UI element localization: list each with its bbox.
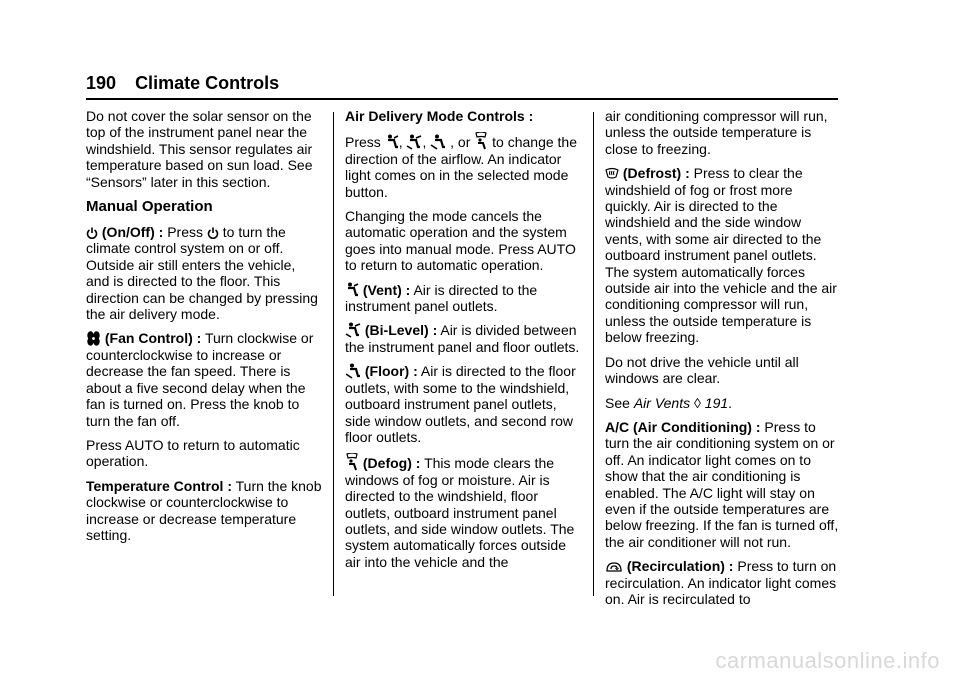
page-ref-number[interactable]: 191	[704, 394, 729, 411]
fan-icon	[86, 331, 101, 346]
defrost-label: (Defrost) :	[622, 165, 690, 182]
defrost-paragraph	[605, 165, 841, 345]
vent-mode-icon	[385, 134, 399, 150]
floor-mode-icon	[430, 134, 446, 150]
manual-operation-heading: Manual Operation	[86, 198, 213, 216]
header-rule	[86, 98, 838, 100]
fan-label: (Fan Control) :	[104, 330, 202, 347]
defrost-icon	[605, 167, 619, 181]
column-divider-1	[333, 112, 334, 596]
vent-text: Air is directed to the instrument panel outlets.	[345, 281, 538, 315]
recirculation-icon	[605, 560, 623, 574]
defog-mode-icon	[345, 453, 359, 471]
ac-label: A/C (Air Conditioning) :	[605, 418, 761, 435]
press-text: Press	[345, 134, 381, 151]
changing-mode-paragraph: Changing the mode cancels the automatic operation and the system goes into manual mode. Press AUTO to return to automatic operation.	[345, 208, 576, 274]
watermark: carmanualsonline.info	[715, 648, 940, 673]
floor-text: Air is directed to the floor outlets, with some to the windshield, outboard instrument panel outlets, side window outlets, and second row floor outlets.	[345, 363, 576, 445]
vent-mode-icon	[345, 282, 359, 298]
page-number: 190	[86, 73, 117, 93]
recirculation-paragraph	[605, 558, 841, 607]
air-vents-link[interactable]: Air Vents	[633, 394, 691, 411]
comma: ,	[422, 134, 427, 151]
column-divider-2	[593, 112, 594, 596]
defog-label: (Defog) :	[362, 455, 421, 472]
fan-control-paragraph	[86, 330, 322, 428]
air-delivery-text: to change the direction of the airflow. An indicator light comes on in the selected mode button.	[345, 134, 578, 200]
see-text: See	[605, 394, 630, 411]
see-reference-paragraph: See Air Vents ◊ 191.	[605, 394, 733, 411]
recirculation-label: (Recirculation) :	[626, 558, 734, 575]
ac-text: Press to turn the air conditioning system on or off. An indicator light comes on to show that the air conditioning is enabled. The A/C light will stay on even if the outside temperatures are below freezing. If the fan is turned off, the air conditioner will not run.	[605, 418, 839, 550]
bilevel-mode-icon	[406, 134, 422, 150]
air-delivery-paragraph	[345, 132, 581, 200]
power-icon	[207, 226, 219, 240]
floor-paragraph	[345, 363, 581, 445]
defog-paragraph	[345, 453, 581, 570]
section-title: Climate Controls	[135, 73, 280, 93]
floor-mode-icon	[345, 363, 361, 379]
bilevel-text: Air is divided between the instrument panel and floor outlets.	[345, 322, 580, 355]
comma: ,	[398, 134, 403, 151]
defog-text: This mode clears the windows of fog or moisture. Air is directed to the windshield, floor outlets, outboard instrument panel outlets, and side window outlets. The system automatically forces outside air into the vehicle and the	[345, 455, 575, 570]
ac-paragraph	[605, 419, 841, 550]
page-header	[86, 72, 838, 94]
temperature-paragraph	[86, 478, 322, 544]
air-delivery-heading: Air Delivery Mode Controls :	[345, 108, 534, 124]
vent-label: (Vent) :	[362, 281, 411, 298]
bilevel-label: (Bi-Level) :	[364, 322, 438, 339]
power-icon	[86, 226, 98, 240]
onoff-label: (On/Off) :	[101, 224, 164, 241]
defog-mode-icon	[474, 132, 488, 150]
page-ref-arrow: ◊	[693, 394, 701, 411]
onoff-press: Press	[167, 224, 203, 241]
recirculation-text: Press to turn on recirculation. An indicator light comes on. Air is recirculated to	[605, 558, 837, 607]
solar-sensor-paragraph: Do not cover the solar sensor on the top of the instrument panel near the windshield. This sensor regulates air temperature based on sun load. See “Sensors” later in this section.	[86, 108, 313, 190]
floor-label: (Floor) :	[364, 363, 418, 380]
auto-paragraph: Press AUTO to return to automatic operation.	[86, 436, 300, 470]
or-text: , or	[450, 134, 471, 151]
column-2	[345, 108, 581, 578]
column-3	[605, 108, 841, 615]
temperature-text: Turn the knob clockwise or counterclockwise to increase or decrease temperature setting.	[86, 477, 322, 543]
vent-paragraph	[345, 282, 581, 315]
continued-paragraph: air conditioning compressor will run, unless the outside temperature is close to freezing.	[605, 108, 828, 157]
bilevel-mode-icon	[345, 322, 361, 338]
onoff-paragraph	[86, 224, 322, 322]
defrost-text: Press to clear the windshield of fog or frost more quickly. Air is directed to the windshield and the side window vents, with some air directed to the outboard instrument panel outlets. The system automatically forces outside air into the vehicle and the air conditioning compressor will run, unless the outside temperature is below freezing.	[605, 165, 837, 346]
fan-text: Turn clockwise or counterclockwise to increase or decrease the fan speed. There is about a five second delay when the fan is turned on. Press the knob to turn the fan off.	[86, 330, 314, 429]
bilevel-paragraph	[345, 322, 581, 355]
column-1	[86, 108, 322, 551]
drive-warning-paragraph: Do not drive the vehicle until all windows are clear.	[605, 353, 799, 387]
onoff-text: to turn the climate control system on or off. Outside air still enters the vehicle, and is directed to the floor. This direction can be changed by pressing the air delivery mode.	[86, 224, 318, 323]
temperature-label: Temperature Control :	[86, 477, 232, 494]
